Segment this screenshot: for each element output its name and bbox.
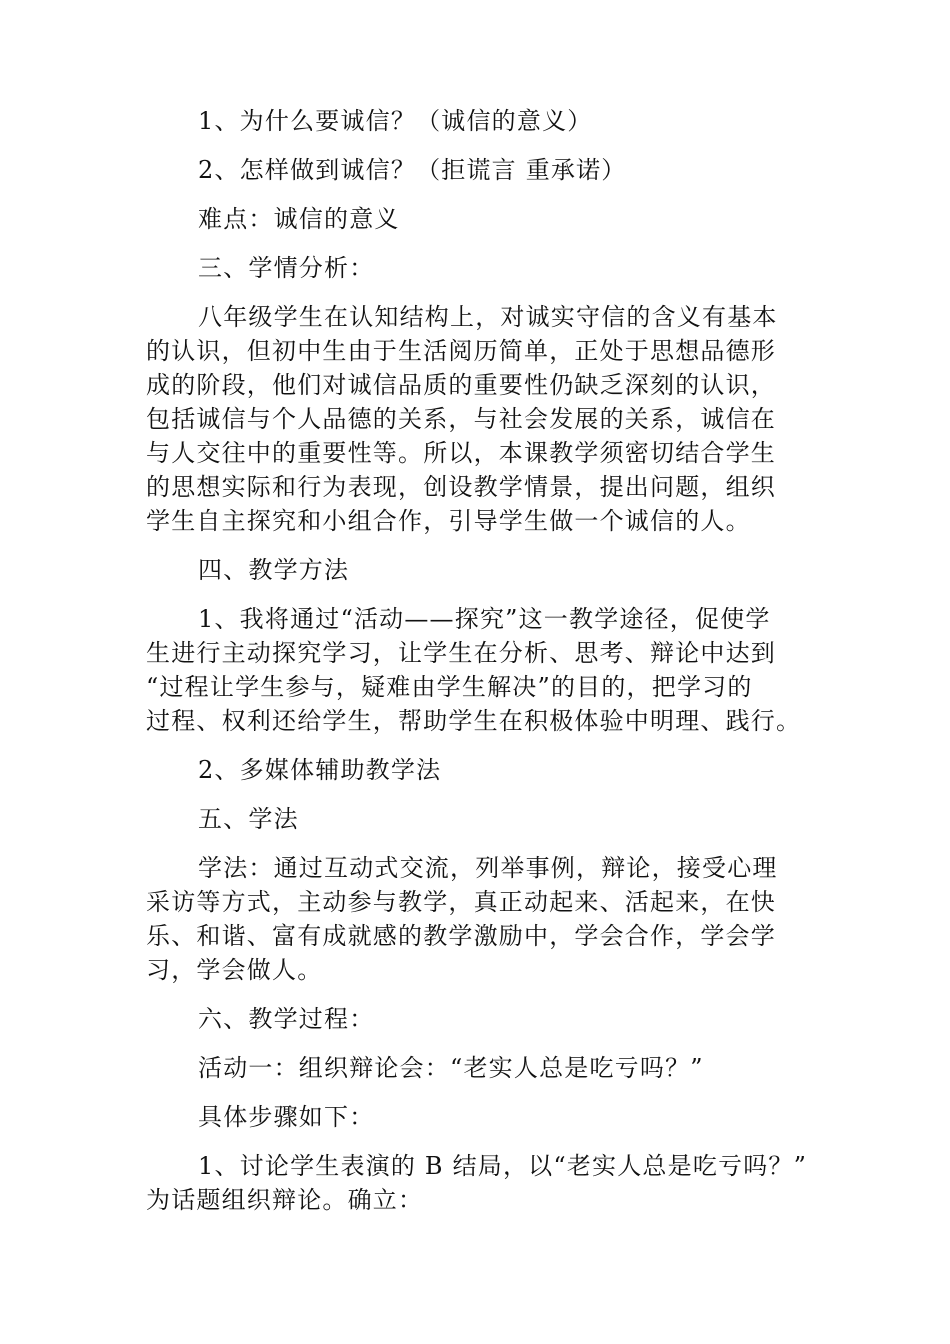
text-line: 的思想实际和行为表现，创设教学情景，提出问题，组织 [146,473,776,501]
text-line: 学法：通过互动式交流，列举事例，辩论，接受心理 [198,854,778,882]
text-line: 采访等方式，主动参与教学，真正动起来、活起来，在快 [146,888,776,916]
text-line: 成的阶段，他们对诚信品质的重要性仍缺乏深刻的认识， [146,371,776,399]
paragraph-steps-intro [146,1100,846,1134]
section-heading-student-analysis [146,251,846,285]
paragraph-teaching-method-1 [146,602,846,738]
paragraph-key-point-2 [146,153,846,187]
text-line: 为话题组织辩论。确立： [146,1186,424,1214]
text-line: 1、为什么要诚信？（诚信的意义） [198,107,593,135]
text-line: “过程让学生参与，疑难由学生解决”的目的，把学习的 [146,673,753,701]
paragraph-teaching-method-2 [146,753,846,787]
text-line: 八年级学生在认知结构上，对诚实守信的含义有基本 [198,303,778,331]
document-body [146,104,846,1232]
section-heading-teaching-process [146,1002,846,1036]
text-line: 2、怎样做到诚信？（拒谎言 重承诺） [198,156,627,184]
text-line: 1、讨论学生表演的 B 结局，以“老实人总是吃亏吗？” [198,1152,808,1180]
text-line: 三、学情分析： [198,254,375,282]
text-line: 习，学会做人。 [146,956,323,984]
text-line: 2、多媒体辅助教学法 [198,756,442,784]
text-line: 六、教学过程： [198,1005,375,1033]
text-line: 五、学法 [198,805,299,833]
text-line: 难点：诚信的意义 [198,205,400,233]
text-line: 四、教学方法 [198,556,350,584]
section-heading-teaching-method [146,553,846,587]
text-line: 包括诚信与个人品德的关系，与社会发展的关系，诚信在 [146,405,776,433]
paragraph-learning-method [146,851,846,987]
text-line: 具体步骤如下： [198,1103,375,1131]
text-line: 活动一：组织辩论会：“老实人总是吃亏吗？” [198,1054,704,1082]
paragraph-step-1 [146,1149,846,1217]
text-line: 生进行主动探究学习，让学生在分析、思考、辩论中达到 [146,639,776,667]
text-line: 1、我将通过“活动——探究”这一教学途径，促使学 [198,605,771,633]
paragraph-student-analysis [146,300,846,538]
text-line: 过程、权利还给学生，帮助学生在积极体验中明理、践行。 [146,707,802,735]
paragraph-key-point-1 [146,104,846,138]
text-line: 学生自主探究和小组合作，引导学生做一个诚信的人。 [146,507,751,535]
text-line: 的认识，但初中生由于生活阅历简单，正处于思想品德形 [146,337,776,365]
paragraph-difficulty [146,202,846,236]
text-line: 乐、和谐、富有成就感的教学激励中，学会合作，学会学 [146,922,776,950]
text-line: 与人交往中的重要性等。所以，本课教学须密切结合学生 [146,439,776,467]
paragraph-activity-1 [146,1051,846,1085]
section-heading-learning-method [146,802,846,836]
